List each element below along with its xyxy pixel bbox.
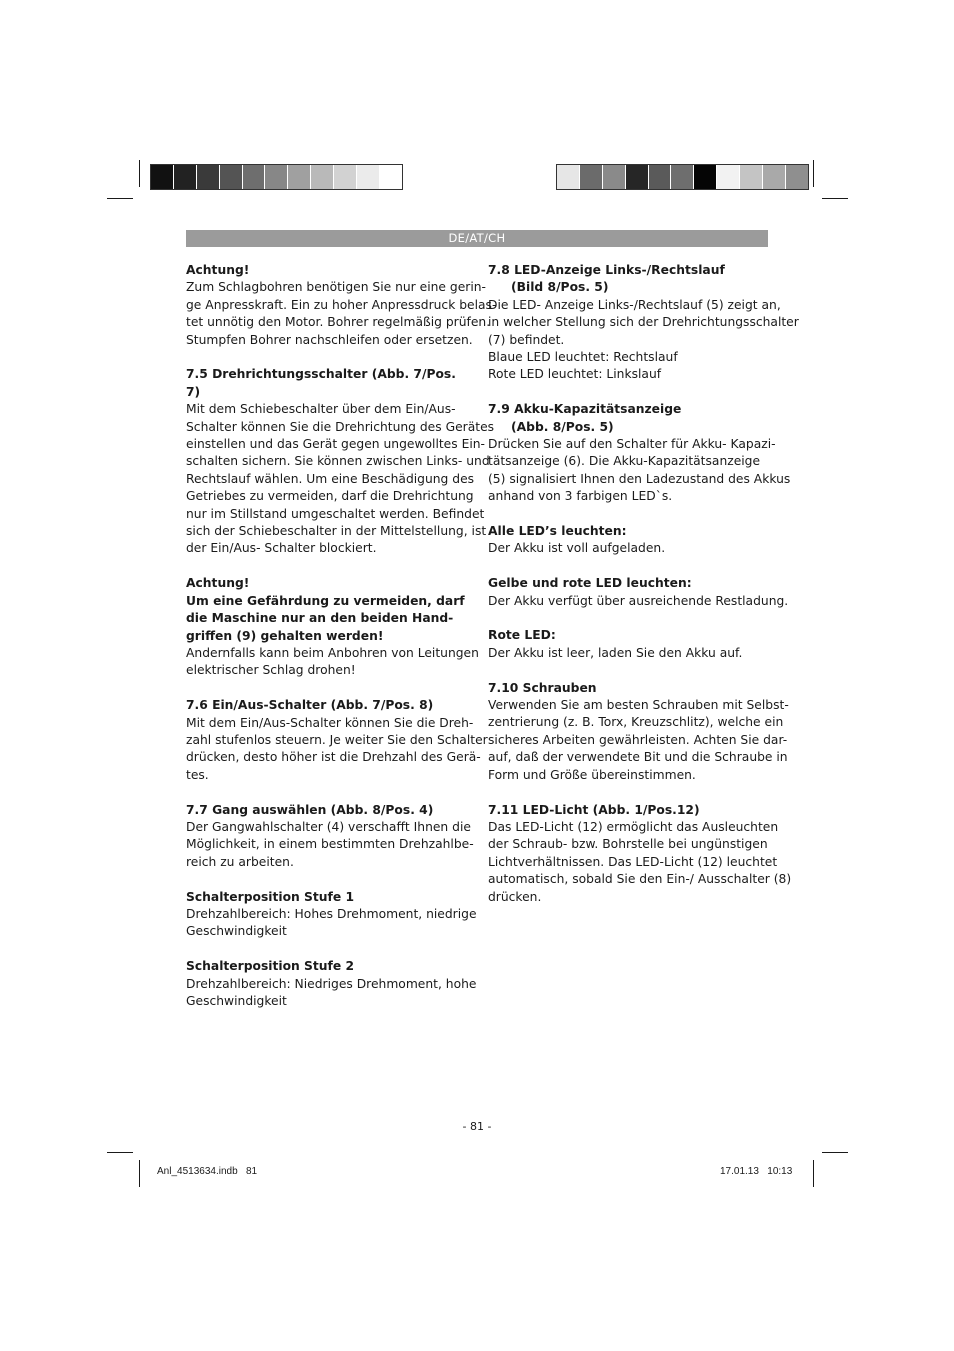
body-line: elektrischer Schlag drohen!	[186, 663, 356, 678]
body-line: Der Gangwahlschalter (4) verschafft Ihnen die	[186, 819, 471, 834]
section	[488, 401, 791, 505]
body-line: tet unnötig den Motor. Bohrer regelmäßig prüfen.	[186, 315, 491, 330]
color-calibration-bar-right	[556, 164, 809, 190]
color-swatch	[288, 165, 311, 189]
body-line: Blaue LED leuchtet: Rechtslauf	[488, 350, 678, 365]
color-swatch	[786, 165, 808, 189]
crop-mark	[107, 1152, 133, 1153]
section-heading: griffen (9) gehalten werden!	[186, 628, 384, 643]
body-line: auf, daß der verwendete Bit und die Schraube in	[488, 750, 788, 765]
section-heading: Achtung!	[186, 576, 250, 591]
section-heading: Schalterposition Stufe 1	[186, 889, 355, 904]
color-swatch	[174, 165, 197, 189]
section-heading: die Maschine nur an den beiden Hand-	[186, 611, 454, 626]
body-line: drücken, desto höher ist die Drehzahl des Gerä-	[186, 750, 481, 765]
section	[186, 366, 495, 557]
section-heading: 7.10 Schrauben	[488, 680, 597, 695]
section	[488, 680, 789, 784]
crop-mark	[139, 160, 140, 187]
section	[488, 575, 789, 610]
color-swatch	[380, 165, 402, 189]
section-heading: Rote LED:	[488, 628, 556, 643]
section-heading: 7.5 Drehrichtungsschalter (Abb. 7/Pos. 7)	[186, 367, 456, 399]
region-header: DE/AT/CH	[186, 230, 768, 247]
color-swatch	[243, 165, 266, 189]
section	[488, 523, 772, 558]
color-swatch	[265, 165, 288, 189]
body-line: (7) befindet.	[488, 332, 565, 347]
color-swatch	[740, 165, 763, 189]
body-line: Verwenden Sie am besten Schrauben mit Selbst-	[488, 698, 789, 713]
body-line: schalten sichern. Sie können zwischen Links- und	[186, 454, 490, 469]
body-line: Rechtslauf wählen. Um eine Beschädigung des	[186, 471, 475, 486]
body-line: Rote LED leuchtet: Linkslauf	[488, 367, 662, 382]
color-swatch	[557, 165, 580, 189]
color-swatch	[649, 165, 672, 189]
color-swatch	[694, 165, 717, 189]
body-line: automatisch, sobald Sie den Ein-/ Ausschalter (8)	[488, 872, 792, 887]
color-swatch	[580, 165, 603, 189]
color-swatch	[626, 165, 649, 189]
section-heading: Schalterposition Stufe 2	[186, 959, 355, 974]
body-line: nur im Stillstand umgeschaltet werden. Befindet	[186, 506, 485, 521]
body-line: sicheres Arbeiten gewährleisten. Achten Sie dar-	[488, 732, 788, 747]
color-swatch	[671, 165, 694, 189]
color-swatch	[151, 165, 174, 189]
footer-file-name: Anl_4513634.indb 81	[157, 1166, 258, 1177]
body-line: ge Anpresskraft. Ein zu hoher Anpressdruck belas-	[186, 297, 497, 312]
section-heading: Alle LED’s leuchten:	[488, 524, 627, 539]
section	[186, 889, 477, 941]
body-line: Das LED-Licht (12) ermöglicht das Ausleuchten	[488, 819, 779, 834]
section	[488, 627, 772, 662]
body-line: reich zu arbeiten.	[186, 854, 294, 869]
crop-mark	[822, 198, 848, 199]
body-line: Der Akku ist leer, laden Sie den Akku auf.	[488, 645, 743, 660]
section-heading: 7.6 Ein/Aus-Schalter (Abb. 7/Pos. 8)	[186, 698, 434, 713]
body-line: Die LED- Anzeige Links-/Rechtslauf (5) zeigt an,	[488, 297, 781, 312]
body-line: Zum Schlagbohren benötigen Sie nur eine gerin-	[186, 280, 486, 295]
color-swatch	[763, 165, 786, 189]
body-line: zentrierung (z. B. Torx, Kreuzschlitz), welche ein	[488, 715, 784, 730]
body-line: Der Akku verfügt über ausreichende Restladung.	[488, 593, 789, 608]
crop-mark	[813, 1160, 814, 1187]
color-swatch	[334, 165, 357, 189]
section	[186, 697, 488, 784]
section-heading: 7.9 Akku-Kapazitätsanzeige	[488, 402, 682, 417]
color-swatch	[197, 165, 220, 189]
crop-mark	[139, 1160, 140, 1187]
section-heading: (Abb. 8/Pos. 5)	[511, 419, 614, 434]
section-heading: 7.7 Gang auswählen (Abb. 8/Pos. 4)	[186, 802, 434, 817]
body-line: zahl stufenlos steuern. Je weiter Sie den Schalter	[186, 732, 488, 747]
body-line: Mit dem Ein/Aus-Schalter können Sie die Dreh-	[186, 715, 474, 730]
body-line: der Ein/Aus- Schalter blockiert.	[186, 541, 377, 556]
section	[186, 575, 479, 679]
section-heading: 7.8 LED-Anzeige Links-/Rechtslauf	[488, 263, 725, 277]
body-line: Lichtverhältnissen. Das LED-Licht (12) leuchtet	[488, 854, 778, 869]
section-heading: (Bild 8/Pos. 5)	[511, 280, 609, 295]
body-line: anhand von 3 farbigen LED`s.	[488, 489, 673, 504]
body-line: Form und Größe übereinstimmen.	[488, 767, 696, 782]
section	[186, 958, 477, 1010]
section-heading: Gelbe und rote LED leuchten:	[488, 576, 692, 591]
body-line: Mit dem Schiebeschalter über dem Ein/Aus-	[186, 402, 456, 417]
body-line: (5) signalisiert Ihnen den Ladezustand des Akkus	[488, 471, 791, 486]
body-line: Drücken Sie auf den Schalter für Akku- Kapazi-	[488, 437, 776, 452]
crop-mark	[107, 198, 133, 199]
section	[488, 262, 799, 384]
body-line: sich der Schiebeschalter in der Mittelstellung, ist	[186, 524, 487, 539]
body-line: Andernfalls kann beim Anbohren von Leitungen	[186, 645, 479, 660]
body-line: in welcher Stellung sich der Drehrichtungsschalter	[488, 315, 799, 330]
section	[488, 802, 792, 906]
body-line: tätsanzeige (6). Die Akku-Kapazitätsanzeige	[488, 454, 761, 469]
left-column	[186, 262, 497, 1028]
body-line: Drehzahlbereich: Niedriges Drehmoment, hohe	[186, 976, 477, 991]
section	[186, 802, 474, 872]
footer-date: 17.01.13 10:13	[720, 1166, 793, 1177]
right-column	[488, 262, 799, 923]
section-heading: 7.11 LED-Licht (Abb. 1/Pos.12)	[488, 802, 700, 817]
body-line: Geschwindigkeit	[186, 993, 287, 1008]
body-line: einstellen und das Gerät gegen ungewolltes Ein-	[186, 437, 485, 452]
section-heading: Um eine Gefährdung zu vermeiden, darf	[186, 593, 465, 608]
body-line: der Schraub- bzw. Bohrstelle bei ungünstigen	[488, 837, 768, 852]
body-line: Stumpfen Bohrer nachschleifen oder ersetzen.	[186, 332, 473, 347]
body-line: drücken.	[488, 889, 542, 904]
body-line: Der Akku ist voll aufgeladen.	[488, 541, 666, 556]
color-calibration-bar-left	[150, 164, 403, 190]
crop-mark	[813, 160, 814, 187]
body-line: Geschwindigkeit	[186, 924, 287, 939]
body-line: Drehzahlbereich: Hohes Drehmoment, niedrige	[186, 906, 477, 921]
body-line: Schalter können Sie die Drehrichtung des Gerätes	[186, 419, 495, 434]
color-swatch	[603, 165, 626, 189]
color-swatch	[357, 165, 380, 189]
section	[186, 262, 497, 349]
page-number: - 81 -	[462, 1120, 492, 1133]
color-swatch	[717, 165, 740, 189]
body-line: tes.	[186, 767, 209, 782]
crop-mark	[822, 1152, 848, 1153]
body-line: Möglichkeit, in einem bestimmten Drehzahlbe-	[186, 837, 474, 852]
section-heading: Achtung!	[186, 263, 250, 277]
color-swatch	[220, 165, 243, 189]
body-line: Getriebes zu vermeiden, darf die Drehrichtung	[186, 489, 474, 504]
color-swatch	[311, 165, 334, 189]
